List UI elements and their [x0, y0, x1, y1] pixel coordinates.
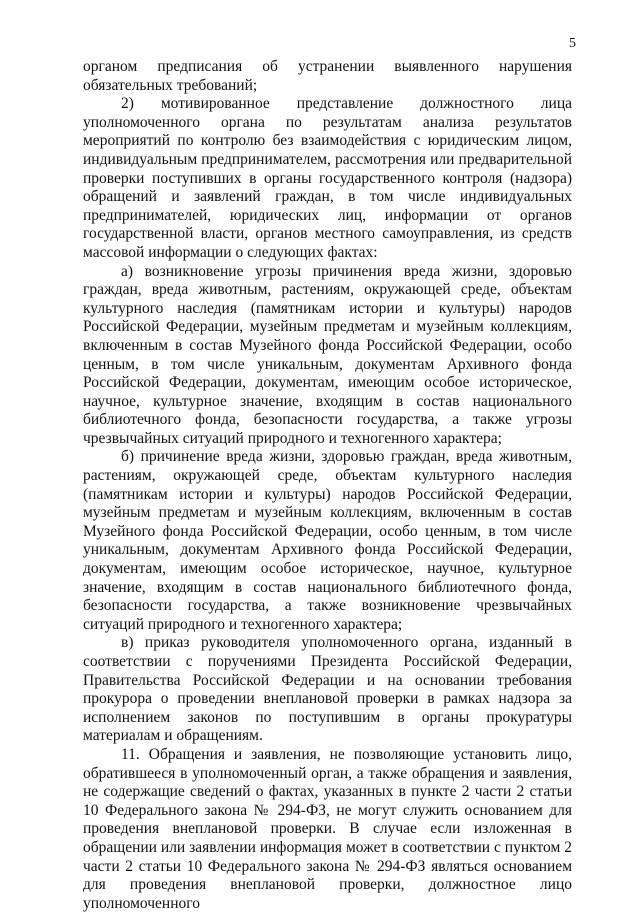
paragraph-subitem-a: а) возникновение угрозы причинения вреда жизни, здоровью граждан, вреда животным, растениям, окружающей среде, объектам культурного наследия (памятникам истории и культуры) народов Российской Федерации, музейным предметам и музейным коллекциям, включенным в состав Музейного фонда Российской Федерации, особо ценным, в том числе уникальным, документам Архивного фонда Российской Федерации, документам, имеющим особое историческое, научное, культурное значение, входящим в состав национального библиотечного фонда, безопасности государства, а также угрозы чрезвычайных ситуаций природного и техногенного характера;	[83, 262, 572, 447]
paragraph-subitem-v: в) приказ руководителя уполномоченного органа, изданный в соответствии с поручениями Президента Российской Федерации, Правительства Российской Федерации и на основании требования прокурора о проведении внеплановой проверки в рамках надзора за исполнением законов по поступившим в органы прокуратуры материалам и обращениям.	[83, 634, 572, 745]
paragraph-continuation: органом предписания об устранении выявленного нарушения обязательных требований;	[83, 58, 572, 94]
document-body	[83, 58, 572, 913]
paragraph-clause-11: 11. Обращения и заявления, не позволяющие установить лицо, обратившееся в уполномоченный орган, а также обращения и заявления, не содержащие сведений о фактах, указанных в пункте 2 части 2 статьи 10 Федерального закона № 294-ФЗ, не могут служить основанием для проведения внеплановой проверки. В случае если изложенная в обращении или заявлении информация может в соответствии с пунктом 2 части 2 статьи 10 Федерального закона № 294-ФЗ являться основанием для проведения внеплановой проверки, должностное лицо уполномоченного	[83, 745, 572, 912]
paragraph-item-2: 2) мотивированное представление должностного лица уполномоченного органа по результатам анализа результатов мероприятий по контролю без взаимодействия с юридическим лицом, индивидуальным предпринимателем, рассмотрения или предварительной проверки поступивших в органы государственного контроля (надзора) обращений и заявлений граждан, в том числе индивидуальных предпринимателей, юридических лиц, информации от органов государственной власти, органов местного самоуправления, из средств массовой информации о следующих фактах:	[83, 95, 572, 261]
paragraph-subitem-b: б) причинение вреда жизни, здоровью граждан, вреда животным, растениям, окружающей среде, объектам культурного наследия (памятникам истории и культуры) народов Российской Федерации, музейным предметам и музейным коллекциям, включенным в состав Музейного фонда Российской Федерации, особо ценным, в том числе уникальным, документам Архивного фонда Российской Федерации, документам, имеющим особое историческое, научное, культурное значение, входящим в состав национального библиотечного фонда, безопасности государства, а также возникновение чрезвычайных ситуаций природного и техногенного характера;	[83, 448, 572, 633]
page-number: 5	[569, 36, 576, 51]
